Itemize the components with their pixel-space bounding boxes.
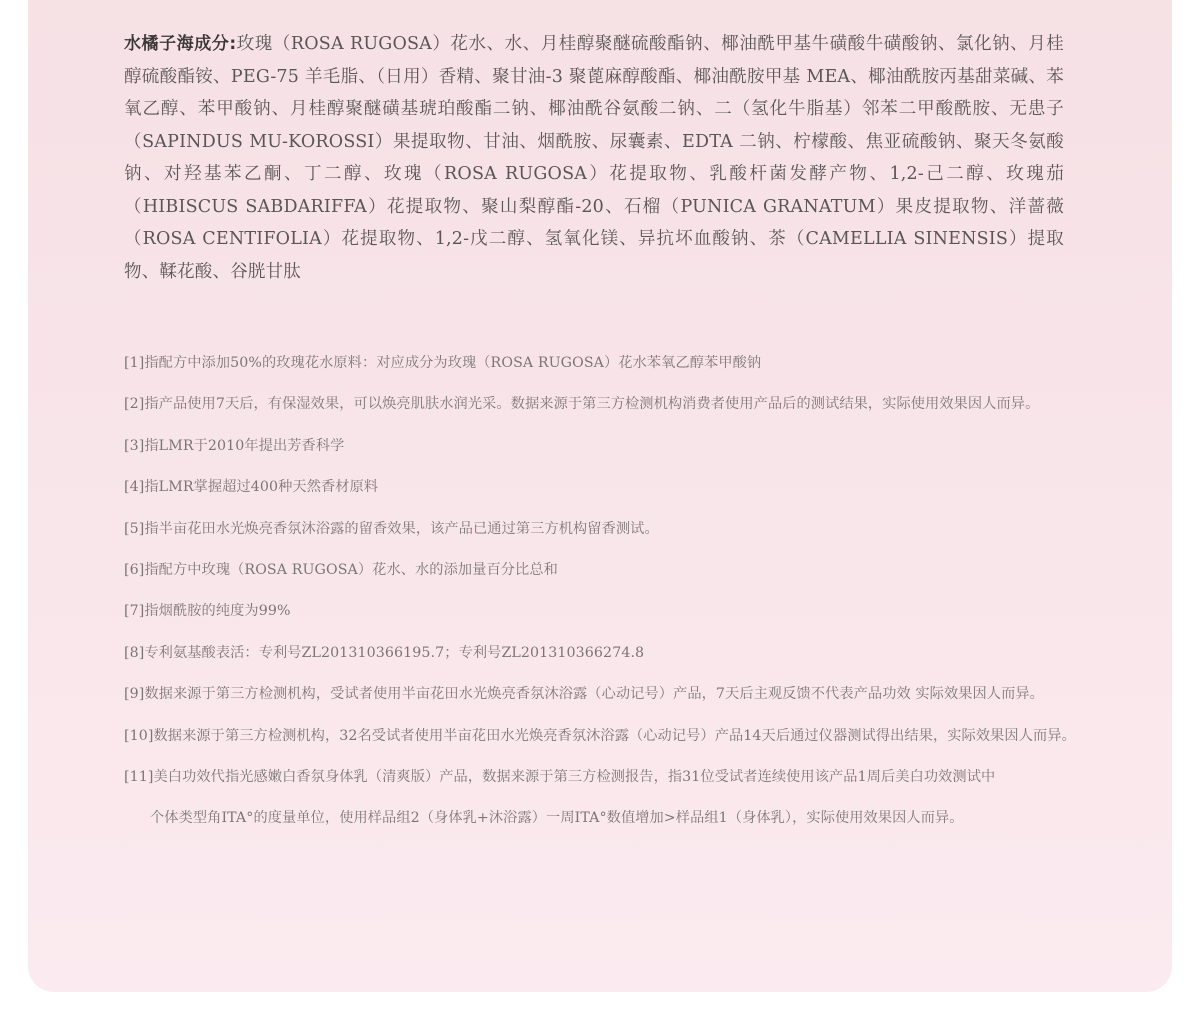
footnote-7: [7]指烟酰胺的纯度为99% <box>124 603 291 620</box>
footnote-2: [2]指产品使用7天后，有保湿效果，可以焕亮肌肤水润光采。数据来源于第三方检测机构消费者使用产品后的测试结果，实际使用效果因人而异。 <box>124 396 1040 413</box>
ingredients-label: 水橘子海成分: <box>124 34 237 54</box>
footnote-10: [10]数据来源于第三方检测机构，32名受试者使用半亩花田水光焕亮香氛沐浴露（心动记号）产品14天后通过仪器测试得出结果，实际效果因人而异。 <box>124 727 1076 744</box>
footnote-1: [1]指配方中添加50%的玫瑰花水原料：对应成分为玫瑰（ROSA RUGOSA）花水苯氧乙醇苯甲酸钠 <box>124 355 762 371</box>
footnote-5: [5]指半亩花田水光焕亮香氛沐浴露的留香效果，该产品已通过第三方机构留香测试。 <box>124 520 659 537</box>
footnotes <box>124 344 1164 841</box>
ingredients-paragraph <box>124 28 1064 288</box>
content-card <box>28 0 1172 992</box>
ingredients-text: 玫瑰（ROSA RUGOSA）花水、水、月桂醇聚醚硫酸酯钠、椰油酰甲基牛磺酸牛磺酸钠、氯化钠、月桂醇硫酸酯铵、PEG-75 羊毛脂、（日用）香精、聚甘油-3 聚蓖麻醇酸酯、椰油酰胺甲基 MEA、椰油酰胺丙基甜菜碱、苯氧乙醇、苯甲酸钠、月桂醇聚醚磺基琥珀酸酯二钠、椰油酰谷氨酸二钠、二（氢化牛脂基）邻苯二甲酸酰胺、无患子（SAPINDUS MU-KOROSSI）果提取物、甘油、烟酰胺、尿囊素、EDTA 二钠、柠檬酸、焦亚硫酸钠、聚天冬氨酸钠、对羟基苯乙酮、丁二醇、玫瑰（ROSA RUGOSA）花提取物、乳酸杆菌发酵产物、1,2-己二醇、玫瑰茄（HIBISCUS SABDARIFFA）花提取物、聚山梨醇酯-20、石榴（PUNICA GRANATUM）果皮提取物、洋蔷薇（ROSA CENTIFOLIA）花提取物、1,2-戊二醇、氢氧化镁、异抗坏血酸钠、茶（CAMELLIA SINENSIS）提取物、鞣花酸、谷胱甘肽 <box>124 34 1064 282</box>
footnote-4: [4]指LMR掌握超过400种天然香材原料 <box>124 479 379 496</box>
footnote-9: [9]数据来源于第三方检测机构，受试者使用半亩花田水光焕亮香氛沐浴露（心动记号）产品，7天后主观反馈不代表产品功效 实际效果因人而异。 <box>124 686 1044 703</box>
footnote-3: [3]指LMR于2010年提出芳香科学 <box>124 437 345 454</box>
footnote-8: [8]专利氨基酸表活：专利号ZL201310366195.7；专利号ZL201310366274.8 <box>124 644 645 661</box>
footnote-6: [6]指配方中玫瑰（ROSA RUGOSA）花水、水的添加量百分比总和 <box>124 561 558 578</box>
footnote-11-continued: 个体类型角ITA°的度量单位，使用样品组2（身体乳+沐浴露）一周ITA°数值增加>样品组1（身体乳），实际使用效果因人而异。 <box>150 810 964 827</box>
footnote-11: [11]美白功效代指光感嫩白香氛身体乳（清爽版）产品，数据来源于第三方检测报告，指31位受试者连续使用该产品1周后美白功效测试中 <box>124 768 996 785</box>
